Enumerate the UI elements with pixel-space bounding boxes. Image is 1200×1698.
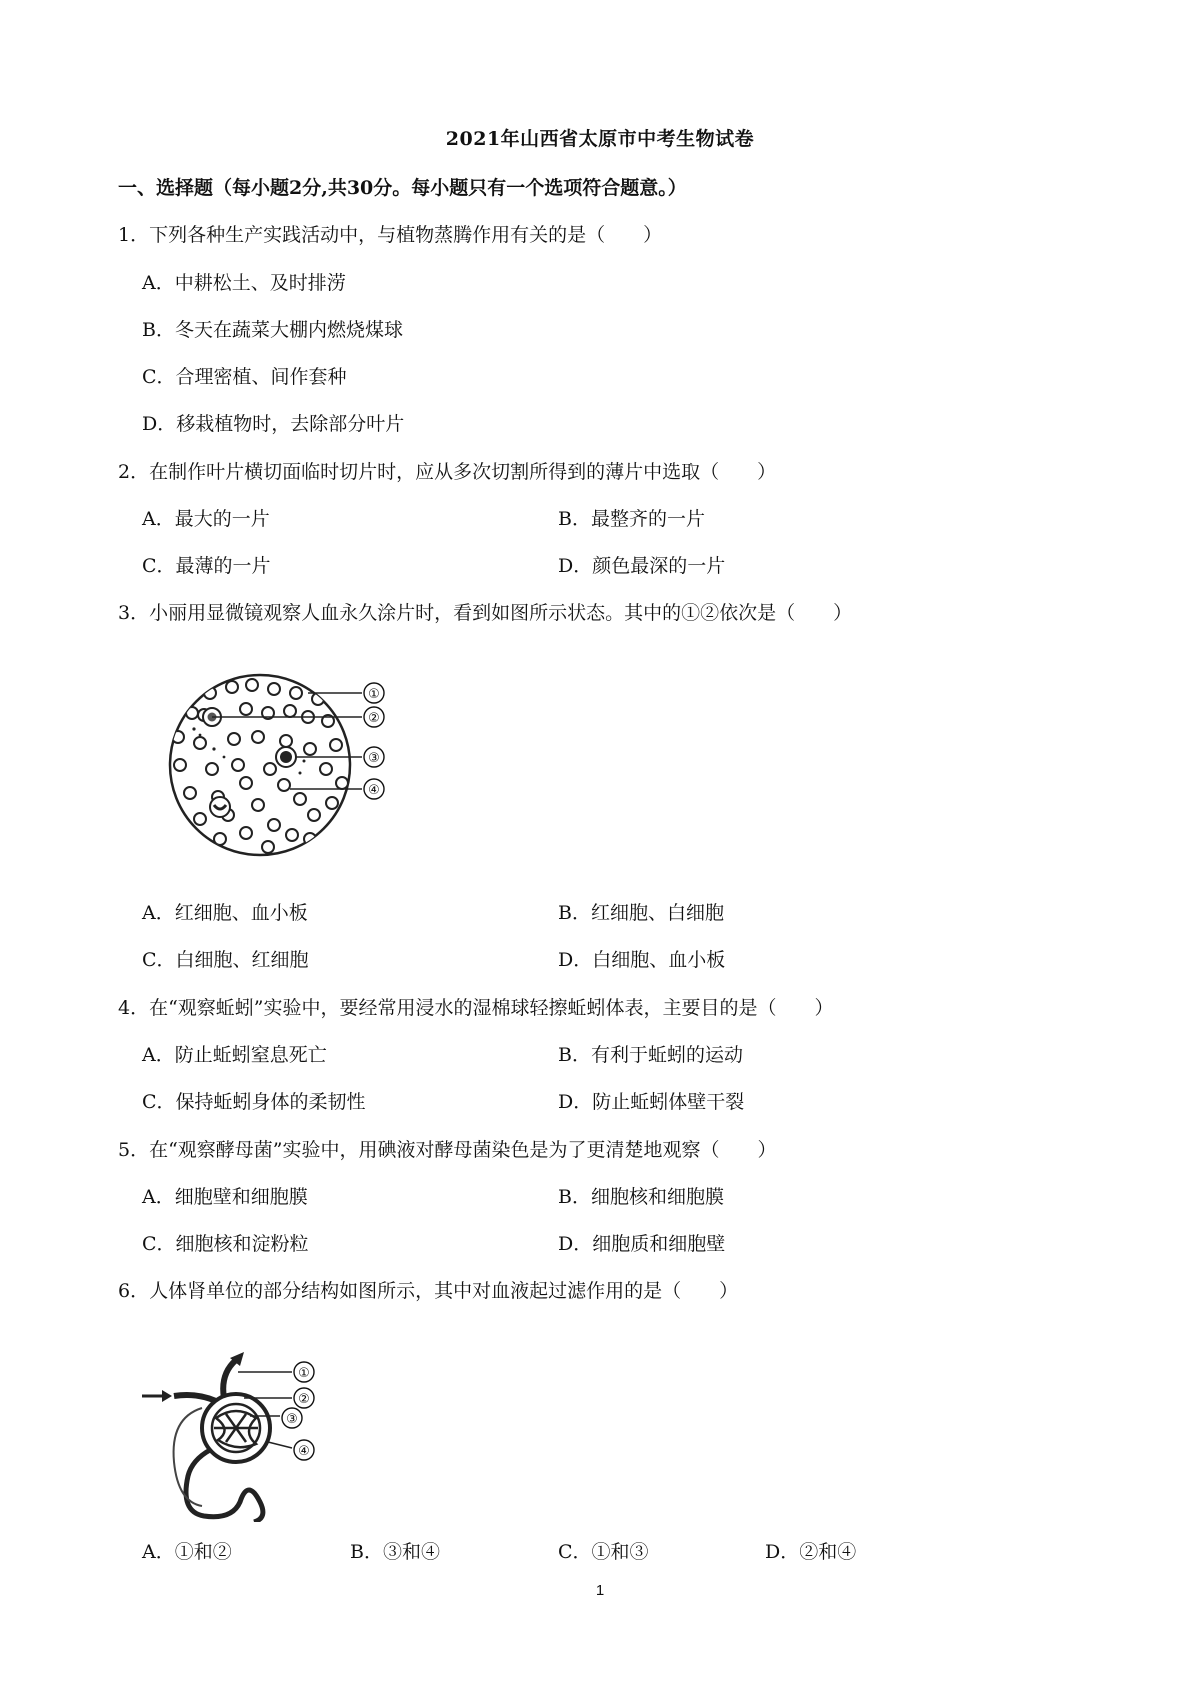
blood-label-2: ②	[368, 711, 380, 726]
question-5-option-b: B．细胞核和细胞膜	[558, 1186, 724, 1208]
blood-label-1: ①	[368, 687, 380, 702]
question-5-option-c: C．细胞核和淀粉粒	[142, 1233, 309, 1255]
question-3-option-c: C．白细胞、红细胞	[142, 949, 309, 971]
question-5-option-d: D．细胞质和细胞壁	[558, 1233, 726, 1255]
nephron-label-2: ②	[298, 1392, 310, 1407]
nephron-label-4: ④	[298, 1444, 310, 1459]
question-4-option-a: A．防止蚯蚓窒息死亡	[142, 1044, 327, 1066]
question-2-stem: 2．在制作叶片横切面临时切片时，应从多次切割所得到的薄片中选取（ ）	[118, 461, 777, 483]
question-2-option-d: D．颜色最深的一片	[558, 555, 726, 577]
question-3-option-d: D．白细胞、血小板	[558, 949, 726, 971]
nephron-label-3: ③	[286, 1412, 298, 1427]
question-6-stem: 6．人体肾单位的部分结构如图所示，其中对血液起过滤作用的是（ ）	[118, 1280, 739, 1302]
exam-title: 2021年山西省太原市中考生物试卷	[445, 128, 755, 150]
nephron-figure	[140, 1352, 340, 1522]
question-3-option-a: A．红细胞、血小板	[142, 902, 308, 924]
question-2-option-a: A．最大的一片	[142, 508, 270, 530]
question-4-option-d: D．防止蚯蚓体壁干裂	[558, 1091, 745, 1113]
question-5-option-a: A．细胞壁和细胞膜	[142, 1186, 308, 1208]
question-6-option-b: B．③和④	[350, 1541, 440, 1563]
question-2-option-c: C．最薄的一片	[142, 555, 271, 577]
question-6-option-c: C．①和③	[558, 1541, 649, 1563]
question-3-option-b: B．红细胞、白细胞	[558, 902, 724, 924]
question-4-stem: 4．在“观察蚯蚓”实验中，要经常用浸水的湿棉球轻擦蚯蚓体表，主要目的是（ ）	[118, 997, 834, 1019]
efferent-arrow	[223, 1352, 244, 1398]
question-4-option-b: B．有利于蚯蚓的运动	[558, 1044, 743, 1066]
section-heading: 一、选择题（每小题2分,共30分。每小题只有一个选项符合题意。）	[118, 177, 687, 199]
question-6-option-d: D．②和④	[765, 1541, 857, 1563]
blood-smear-figure	[150, 665, 400, 865]
question-1-stem: 1．下列各种生产实践活动中，与植物蒸腾作用有关的是（ ）	[118, 224, 663, 246]
question-1-option-b: B．冬天在蔬菜大棚内燃烧煤球	[142, 319, 403, 341]
question-6-option-a: A．①和②	[142, 1541, 232, 1563]
question-1-option-c: C．合理密植、间作套种	[142, 366, 347, 388]
question-3-stem: 3．小丽用显微镜观察人血永久涂片时，看到如图所示状态。其中的①②依次是（ ）	[118, 602, 853, 624]
nephron-label-1: ①	[298, 1366, 310, 1381]
question-5-stem: 5．在“观察酵母菌”实验中，用碘液对酵母菌染色是为了更清楚地观察（ ）	[118, 1139, 777, 1161]
blood-label-3: ③	[368, 751, 380, 766]
afferent-arrow	[142, 1390, 172, 1402]
question-2-option-b: B．最整齐的一片	[558, 508, 705, 530]
blood-label-4: ④	[368, 783, 380, 798]
page-number: 1	[595, 1582, 605, 1599]
question-1-option-d: D．移栽植物时，去除部分叶片	[142, 413, 405, 435]
question-1-option-a: A．中耕松土、及时排涝	[142, 272, 346, 294]
question-4-option-c: C．保持蚯蚓身体的柔韧性	[142, 1091, 366, 1113]
